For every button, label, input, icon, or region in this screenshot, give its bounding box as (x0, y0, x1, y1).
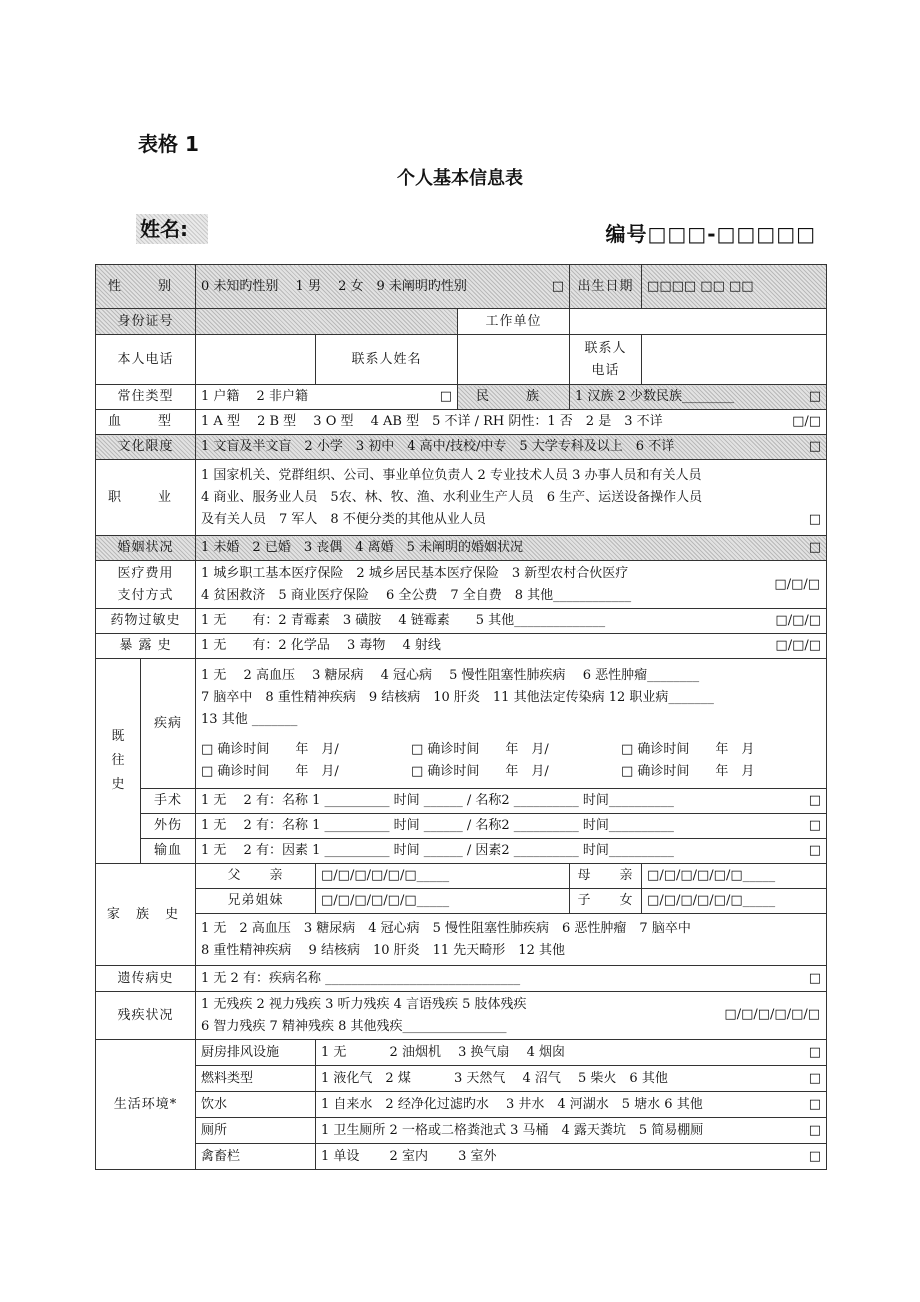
father-label: 父 亲 (196, 864, 316, 889)
family-diseases-field[interactable] (196, 914, 827, 966)
diagnosis-time-1[interactable]: □ 确诊时间 年 月/ (201, 741, 339, 757)
phone-label: 本人电话 (96, 335, 196, 385)
disease-label: 疾病 (141, 659, 196, 789)
environment-item-name-5: 禽畜栏 (196, 1144, 316, 1170)
children-field[interactable]: □/□/□/□/□/□_____ (642, 889, 827, 914)
environment-item-name-1: 厨房排风设施 (196, 1040, 316, 1066)
blood-type-row (96, 410, 827, 435)
diagnosis-time-6[interactable]: □ 确诊时间 年 月 (621, 763, 755, 779)
id-row (96, 309, 827, 335)
gender-row (96, 265, 827, 309)
exposure-row (96, 634, 827, 659)
payment-row (96, 561, 827, 609)
gender-options: 0 未知旳性别 1 男 2 女 9 未阐明旳性别 (201, 278, 467, 294)
father-field[interactable]: □/□/□/□/□/□_____ (316, 864, 570, 889)
gender-checkbox[interactable]: □ (551, 278, 565, 294)
exposure-options: 1 无 有：2 化学品 3 毒物 4 射线 (201, 638, 441, 653)
diagnosis-time-3[interactable]: □ 确诊时间 年 月 (621, 741, 755, 757)
trauma-row (96, 814, 827, 839)
birth-date-label: 出生日期 (570, 265, 642, 309)
family-line-1: 1 无 2 高血压 3 糖尿病 4 冠心病 5 慢性阻塞性肺疾病 6 恶性肿瘤 7 脑卒中 (201, 920, 691, 936)
family-parents-row (96, 864, 827, 889)
surgery-field[interactable] (196, 789, 827, 814)
payment-checkbox[interactable]: □/□/□ (774, 577, 821, 592)
disability-line-1: 1 无残疾 2 视力残疾 3 听力残疾 4 言语残疾 5 肢体残疾 (201, 996, 527, 1012)
mother-field[interactable]: □/□/□/□/□/□_____ (642, 864, 827, 889)
occupation-line-3-text: 及有关人员 7 军人 8 不便分类的其他从业人员 (201, 511, 486, 527)
environment-row-2 (96, 1066, 827, 1092)
residence-field[interactable] (196, 385, 458, 410)
work-unit-label: 工作单位 (458, 309, 570, 335)
blood-type-options: 1 A 型 2 B 型 3 O 型 4 AB 型 5 不详 / RH 阴性：1 否 2 是 3 不详 (201, 414, 663, 429)
mother-label: 母 亲 (570, 864, 642, 889)
environment-item-options-3: 1 自来水 2 经净化过滤旳水 3 井水 4 河湖水 5 塘水 6 其他 (321, 1096, 703, 1112)
payment-field[interactable] (196, 561, 827, 609)
diagnosis-row-1 (201, 739, 821, 761)
surgery-text: 1 无 2 有：名称 1 __________ 时间 ______ / 名称2 __________ 时间__________ (201, 793, 674, 808)
environment-item-options-4: 1 卫生厕所 2 一格或二格粪池式 3 马桶 4 露天粪坑 5 简易棚厕 (321, 1122, 704, 1138)
phone-row (96, 335, 827, 385)
marital-label: 婚姻状况 (96, 536, 196, 561)
allergy-checkbox[interactable]: □/□/□ (775, 613, 822, 628)
genetic-field[interactable] (196, 966, 827, 992)
allergy-options: 1 无 有：2 青霉素 3 磺胺 4 链霉素 5 其他______________ (201, 613, 606, 628)
marital-field[interactable] (196, 536, 827, 561)
ethnic-checkbox[interactable]: □ (808, 389, 822, 404)
name-label: 姓名: (136, 214, 208, 244)
trauma-label: 外伤 (141, 814, 196, 839)
disease-field[interactable] (196, 659, 827, 789)
payment-line-1: 1 城乡职工基本医疗保险 2 城乡居民基本医疗保险 3 新型农村合伙医疗 (201, 565, 629, 581)
environment-item-options-2: 1 液化气 2 煤 3 天然气 4 沼气 5 柴火 6 其他 (321, 1070, 668, 1086)
contact-phone-label (570, 335, 642, 385)
diagnosis-time-4[interactable]: □ 确诊时间 年 月/ (201, 763, 339, 779)
gender-field[interactable] (196, 265, 570, 309)
occupation-line-2: 4 商业、服务业人员 5农、林、牧、渔、水利业生产人员 6 生产、运送设备操作人员 (201, 489, 703, 505)
transfusion-checkbox[interactable]: □ (808, 843, 822, 858)
diagnosis-time-5[interactable]: □ 确诊时间 年 月/ (411, 763, 549, 779)
form-title: 个人基本信息表 (397, 168, 523, 189)
id-number-field[interactable] (196, 309, 458, 335)
transfusion-row (96, 839, 827, 864)
transfusion-label: 输血 (141, 839, 196, 864)
contact-phone-label-line2: 电话 (591, 362, 620, 378)
education-label: 文化限度 (96, 435, 196, 460)
surgery-row (96, 789, 827, 814)
environment-item-field-2[interactable] (316, 1066, 827, 1092)
environment-item-field-1[interactable] (316, 1040, 827, 1066)
history-label-text: 既往史 (111, 729, 125, 792)
family-history-label: 家 族 史 (96, 864, 196, 966)
diagnosis-row-2 (201, 761, 821, 783)
occupation-label: 职 业 (96, 460, 196, 536)
payment-label-line2: 支付方式 (117, 587, 174, 603)
surgery-checkbox[interactable]: □ (808, 793, 822, 808)
environment-row-4 (96, 1118, 827, 1144)
environment-label: 生活环境* (96, 1040, 196, 1170)
personal-info-table (95, 264, 827, 1170)
disease-line-2: 7 脑卒中 8 重性精神疾病 9 结核病 10 肝炎 11 其他法定传染病 12 职业病_______ (201, 689, 714, 705)
environment-item-checkbox-5[interactable]: □ (808, 1148, 822, 1164)
allergy-field[interactable] (196, 609, 827, 634)
allergy-label: 药物过敏史 (96, 609, 196, 634)
work-unit-field[interactable] (570, 309, 827, 335)
gender-label: 性 别 (96, 265, 196, 309)
trauma-field[interactable] (196, 814, 827, 839)
residence-checkbox[interactable]: □ (439, 389, 453, 404)
family-line-2: 8 重性精神疾病 9 结核病 10 肝炎 11 先天畸形 12 其他 (201, 942, 565, 958)
disease-line-1: 1 无 2 高血压 3 糖尿病 4 冠心病 5 慢性阻塞性肺疾病 6 恶性肿瘤________ (201, 667, 700, 683)
marital-checkbox[interactable]: □ (808, 540, 822, 555)
occupation-line-3 (201, 509, 821, 531)
environment-item-field-3[interactable] (316, 1092, 827, 1118)
siblings-label: 兄弟姐妹 (196, 889, 316, 914)
environment-item-checkbox-2[interactable]: □ (808, 1070, 822, 1086)
disease-line-3: 13 其他 _______ (201, 711, 298, 727)
payment-line-2: 4 贫困救济 5 商业医疗保险 6 全公费 7 全自费 8 其他____________ (201, 587, 632, 603)
environment-item-name-3: 饮水 (196, 1092, 316, 1118)
environment-row-1 (96, 1040, 827, 1066)
payment-label (96, 561, 196, 609)
environment-item-checkbox-3[interactable]: □ (808, 1096, 822, 1112)
residence-label: 常住类型 (96, 385, 196, 410)
surgery-label: 手术 (141, 789, 196, 814)
occupation-field[interactable] (196, 460, 827, 536)
transfusion-field[interactable] (196, 839, 827, 864)
genetic-label: 遗传病史 (96, 966, 196, 992)
residence-row (96, 385, 827, 410)
environment-item-name-2: 燃料类型 (196, 1066, 316, 1092)
disability-checkbox[interactable]: □/□/□/□/□/□ (724, 1007, 821, 1022)
history-label (96, 659, 141, 864)
phone-field[interactable] (196, 335, 316, 385)
blood-type-checkbox[interactable]: □/□ (792, 414, 822, 429)
ethnic-label: 民 族 (458, 385, 570, 410)
allergy-row (96, 609, 827, 634)
exposure-label: 暴 露 史 (96, 634, 196, 659)
contact-phone-label-line1: 联系人 (584, 340, 627, 356)
payment-label-line1: 医疗费用 (117, 565, 174, 581)
family-siblings-row (96, 889, 827, 914)
marital-options: 1 未婚 2 已婚 3 丧偶 4 离婚 5 未阐明的婚姻状况 (201, 540, 524, 555)
document-label: 表格 1 (138, 132, 199, 156)
transfusion-text: 1 无 2 有：因素 1 __________ 时间 ______ / 因素2 __________ 时间__________ (201, 843, 674, 858)
exposure-field[interactable] (196, 634, 827, 659)
education-checkbox[interactable]: □ (808, 439, 822, 454)
education-options: 1 文盲及半文盲 2 小学 3 初中 4 高中/技校/中专 5 大学专科及以上 6 不详 (201, 439, 675, 454)
occupation-checkbox[interactable]: □ (808, 511, 822, 527)
marital-row (96, 536, 827, 561)
education-row (96, 435, 827, 460)
blood-type-field[interactable] (196, 410, 827, 435)
contact-phone-field[interactable] (642, 335, 827, 385)
id-number-label: 身份证号 (96, 309, 196, 335)
environment-item-options-1: 1 无 2 油烟机 3 换气扇 4 烟囱 (321, 1044, 566, 1060)
residence-options: 1 户籍 2 非户籍 (201, 389, 308, 404)
siblings-field[interactable]: □/□/□/□/□/□_____ (316, 889, 570, 914)
occupation-row (96, 460, 827, 536)
environment-item-field-4[interactable] (316, 1118, 827, 1144)
ethnic-field[interactable] (570, 385, 827, 410)
history-disease-row (96, 659, 827, 789)
trauma-text: 1 无 2 有：名称 1 __________ 时间 ______ / 名称2 __________ 时间__________ (201, 818, 674, 833)
disability-field[interactable] (196, 992, 827, 1040)
disability-line-2: 6 智力残疾 7 精神残疾 8 其他残疾________________ (201, 1018, 507, 1034)
disability-row (96, 992, 827, 1040)
genetic-row (96, 966, 827, 992)
environment-row-3 (96, 1092, 827, 1118)
contact-name-label: 联系人姓名 (316, 335, 458, 385)
exposure-checkbox[interactable]: □/□/□ (775, 638, 822, 653)
genetic-checkbox[interactable]: □ (808, 970, 822, 986)
contact-name-field[interactable] (458, 335, 570, 385)
serial-number: 编号□□□-□□□□□ (605, 222, 816, 246)
children-label: 子 女 (570, 889, 642, 914)
disability-label: 残疾状况 (96, 992, 196, 1040)
environment-item-checkbox-1[interactable]: □ (808, 1044, 822, 1060)
genetic-options: 1 无 2 有：疾病名称 ______________________________ (201, 970, 521, 986)
environment-item-options-5: 1 单设 2 室内 3 室外 (321, 1148, 497, 1164)
diagnosis-time-2[interactable]: □ 确诊时间 年 月/ (411, 741, 549, 757)
family-diseases-row (96, 914, 827, 966)
trauma-checkbox[interactable]: □ (808, 818, 822, 833)
environment-item-checkbox-4[interactable]: □ (808, 1122, 822, 1138)
ethnic-options: 1 汉族 2 少数民族________ (575, 389, 734, 404)
environment-row-5 (96, 1144, 827, 1170)
occupation-line-1: 1 国家机关、党群组织、公司、事业单位负责人 2 专业技术人员 3 办事人员和有关人员 (201, 467, 702, 483)
environment-item-field-5[interactable] (316, 1144, 827, 1170)
education-field[interactable] (196, 435, 827, 460)
blood-type-label: 血 型 (96, 410, 196, 435)
environment-item-name-4: 厕所 (196, 1118, 316, 1144)
birth-date-field[interactable]: □□□□ □□ □□ (642, 265, 827, 309)
